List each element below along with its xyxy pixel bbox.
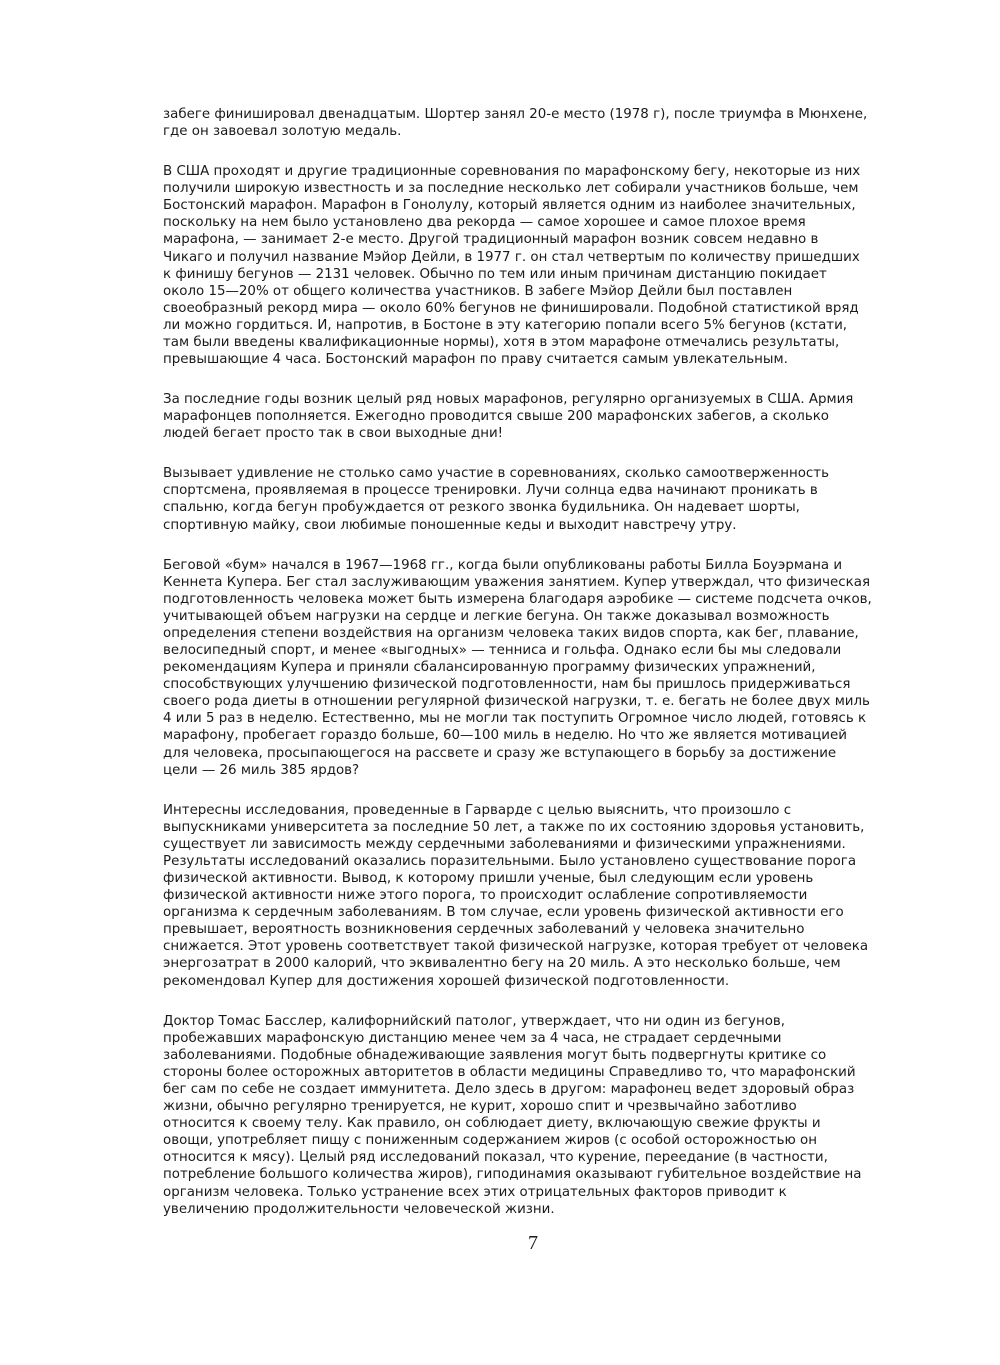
text-line: своего рода диеты в отношении регулярной физической нагрузки, т. е. бегать не более двух миль	[163, 694, 870, 710]
text-line: жизни, обычно регулярно тренируется, не курит, хорошо спит и чрезвычайно заботливо	[163, 1099, 797, 1115]
text-line: Интересны исследования, проведенные в Гарварде с целью выяснить, что произошло с	[163, 802, 792, 818]
paragraph	[163, 1013, 925, 1218]
text-line: В США проходят и другие традиционные соревнования по марафонскому бегу, некоторые из них	[163, 164, 861, 180]
text-line: велосипедный спорт, и менее «выгодных» — тенниса и гольфа. Однако если бы мы следовали	[163, 643, 842, 658]
text-line: овощи, употребляет пищу с пониженным содержанием жиров (с особой осторожностью он	[163, 1133, 817, 1149]
text-line: спортивную майку, свои любимые поношенные кеды и выходит навстречу утру.	[163, 517, 737, 533]
text-line: около 15—20% от общего количества участников. В забеге Мэйор Дейли был поставлен	[163, 283, 793, 299]
text-line: физической активности ниже этого порога, то происходит ослабление сопротивляемости	[163, 888, 808, 904]
text-line: За последние годы возник целый ряд новых марафонов, регулярно организуемых в США. Армия	[163, 392, 854, 408]
text-line: получили широкую известность и за последние несколько лет собирали участников больше, чем	[163, 181, 859, 197]
document-body	[163, 106, 925, 1241]
paragraph	[163, 465, 925, 533]
text-line: снижается. Этот уровень соответствует такой физической нагрузке, которая требует от человека	[163, 939, 869, 955]
paragraph	[163, 391, 925, 442]
text-line: людей бегает просто так в свои выходные дни!	[163, 426, 504, 442]
paragraph	[163, 106, 925, 140]
text-line: потребление большого количества жиров), гиподинамия оказывают губительное воздействие на	[163, 1167, 862, 1183]
text-line: Чикаго и получил название Мэйор Дейли, в 1977 г. он стал четвертым по количеству пришедших	[163, 249, 860, 265]
text-line: марафону, пробегает гораздо больше, 60—100 миль в неделю. Но что же является мотивацией	[163, 728, 847, 744]
text-line: ли можно гордиться. И, напротив, в Бостоне в эту категорию попали всего 5% бегунов (кстати,	[163, 317, 848, 333]
text-line: способствующих улучшению физической подготовленности, нам бы пришлось придерживаться	[163, 677, 851, 693]
paragraph	[163, 802, 925, 990]
text-line: где он завоевал золотую медаль.	[163, 124, 402, 140]
text-line: увеличению продолжительности человеческой жизни.	[163, 1201, 555, 1217]
text-line: превышает, вероятность возникновения сердечных заболеваний у человека значительно	[163, 922, 805, 938]
text-line: там были введены квалификационные нормы), хотя в этом марафоне отмечались результаты,	[163, 335, 840, 351]
text-line: учитывающей объем нагрузки на сердце и легкие бегуна. Он также доказывал возможность	[163, 608, 830, 624]
text-line: существует ли зависимость между сердечными заболеваниями и физическими упражнениями.	[163, 836, 846, 852]
page-number: 7	[528, 1232, 538, 1254]
paragraph	[163, 163, 925, 368]
text-line: для человека, просыпающегося на рассвете и сразу же вступающего в борьбу за достижение	[163, 745, 837, 761]
text-line: бег сам по себе не создает иммунитета. Дело здесь в другом: марафонец ведет здоровый образ	[163, 1081, 855, 1097]
text-line: рекомендовал Купер для достижения хорошей физической подготовленности.	[163, 973, 730, 989]
text-line: физической активности. Вывод, к которому пришли ученые, был следующим если уровень	[163, 871, 814, 887]
text-line: Доктор Томас Басслер, калифорнийский патолог, утверждает, что ни один из бегунов,	[163, 1013, 786, 1029]
text-line: марафона, — занимает 2-е место. Другой традиционный марафон возник совсем недавно в	[163, 232, 819, 248]
text-line: организм человека. Только устранение всех этих отрицательных факторов приводит к	[163, 1184, 787, 1200]
text-line: выпускниками университета за последние 50 лет, а также по их состоянию здоровья установить,	[163, 819, 865, 835]
text-line: стороны более осторожных авторитетов в области медицины Справедливо то, что марафонский	[163, 1064, 856, 1080]
text-line: своеобразный рекорд мира — около 60% бегунов не финишировали. Подобной статистикой вряд	[163, 300, 859, 316]
text-line: организма к сердечным заболеваниям. В том случае, если уровень физической активности его	[163, 905, 844, 921]
text-line: подготовленность человека может быть измерена благодаря аэробике — системе подсчета очков,	[163, 591, 872, 607]
text-line: энергозатрат в 2000 калорий, что эквивалентно бегу на 20 миль. А это несколько больше, чем	[163, 956, 841, 972]
text-line: марафонцев пополняется. Ежегодно проводится свыше 200 марафонских забегов, а сколько	[163, 409, 829, 425]
text-line: заболеваниями. Подобные обнадеживающие заявления могут быть подвергнуты критике со	[163, 1047, 827, 1063]
text-line: к финишу бегунов — 2131 человек. Обычно по тем или иным причинам дистанцию покидает	[163, 266, 827, 282]
text-line: спортсмена, проявляемая в процессе тренировки. Лучи солнца едва начинают проникать в	[163, 483, 818, 499]
text-line: Беговой «бум» начался в 1967—1968 гг., когда были опубликованы работы Билла Боуэрмана и	[163, 557, 843, 573]
text-line: поскольку на нем было установлено два рекорда — самое хорошее и самое плохое время	[163, 215, 806, 231]
text-line: Бостонский марафон. Марафон в Гонолулу, который является одним из наиболее значительных,	[163, 198, 856, 214]
text-line: относится к своему телу. Как правило, он соблюдает диету, включающую свежие фрукты и	[163, 1116, 821, 1132]
text-line: забеге финишировал двенадцатым. Шортер занял 20-е место (1978 г), после триумфа в Мюнхене,	[163, 107, 868, 122]
text-line: относится к мясу). Целый ряд исследований показал, что курение, переедание (в частности,	[163, 1150, 828, 1166]
text-line: спальню, когда бегун пробуждается от резкого звонка будильника. Он надевает шорты,	[163, 500, 800, 516]
text-line: цели — 26 миль 385 ярдов?	[163, 762, 360, 778]
paragraph	[163, 557, 925, 779]
text-line: превышающие 4 часа. Бостонский марафон по праву считается самым увлекательным.	[163, 352, 788, 368]
text-line: 4 или 5 раз в неделю. Естественно, мы не могли так поступить Огромное число людей, готовясь к	[163, 711, 867, 727]
text-line: пробежавших марафонскую дистанцию менее чем за 4 часа, не страдает сердечными	[163, 1030, 782, 1046]
text-line: Вызывает удивление не столько само участие в соревнованиях, сколько самоотверженность	[163, 466, 829, 482]
text-line: Результаты исследований оказались поразительными. Было установлено существование порога	[163, 853, 857, 869]
text-line: Кеннета Купера. Бег стал заслуживающим уважения занятием. Купер утверждал, что физическая	[163, 574, 870, 590]
text-line: определения степени воздействия на организм человека таких видов спорта, как бег, плавание,	[163, 625, 859, 641]
text-line: рекомендациям Купера и приняли сбалансированную программу физических упражнений,	[163, 660, 816, 676]
